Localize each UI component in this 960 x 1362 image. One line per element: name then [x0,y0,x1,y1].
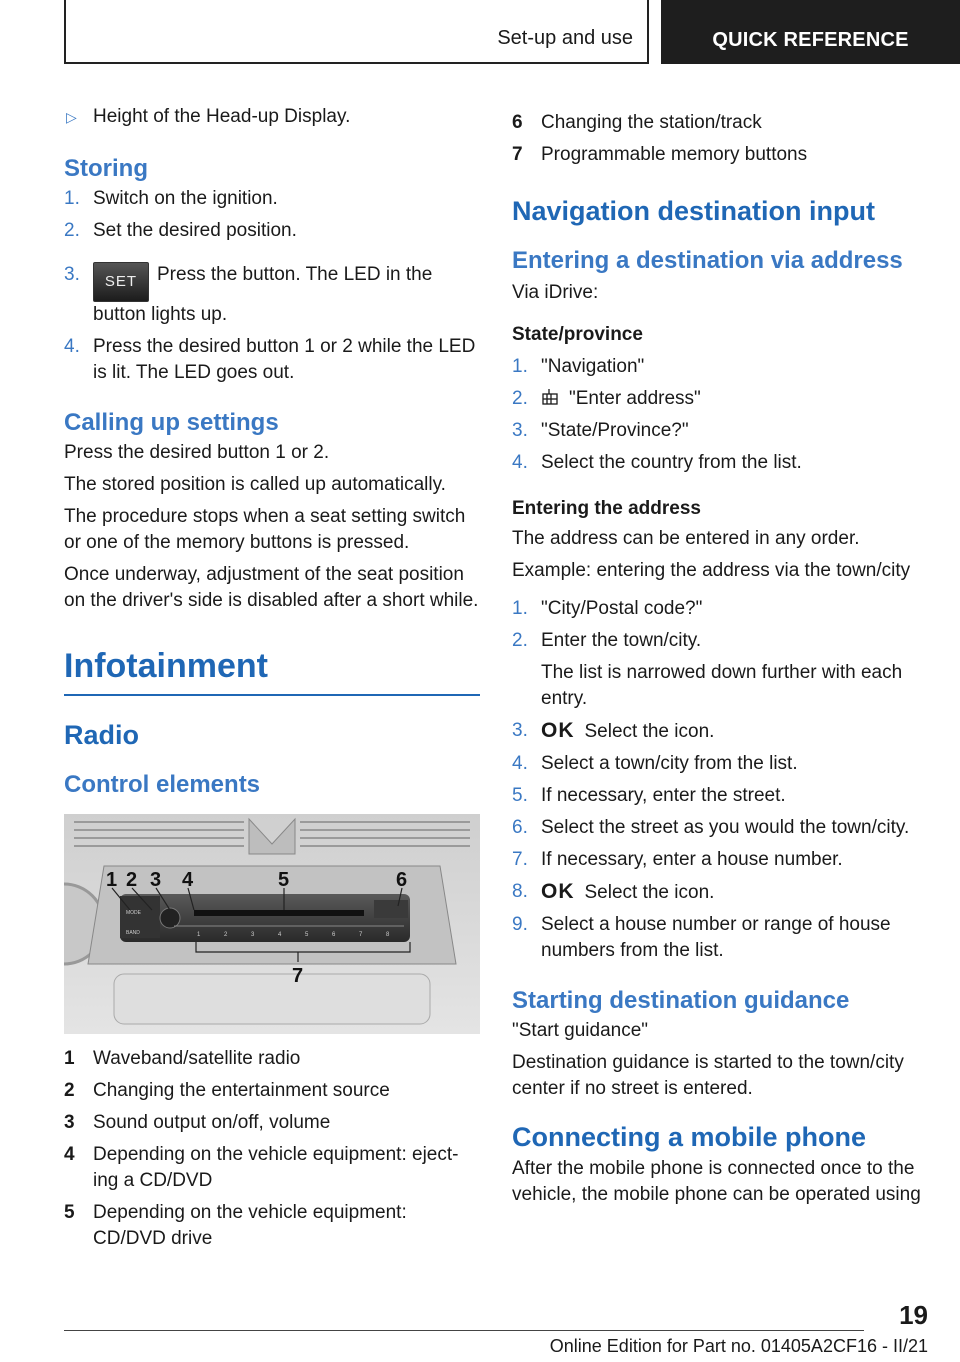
left-column [64,100,480,1252]
header-section-box [64,0,649,64]
heading-navigation-destination-input: Navigation destination input [512,196,875,226]
callout-4: 4 [182,869,194,891]
address-book-icon [541,388,559,406]
preset-1: 1 [197,932,201,938]
preset-6: 6 [332,932,336,938]
callout-3: 3 [150,869,162,891]
step-note: The list is narrowed down further with each entry. [541,662,903,709]
preset-5: 5 [305,932,309,938]
heading-storing: Storing [64,155,148,182]
storing-steps [64,186,480,386]
state-steps [512,354,932,476]
paragraph: Destination guidance is started to the town/city center if no street is entered. [512,1052,904,1099]
list-item: 6. Select the street as you would the town/city. [512,817,910,838]
footer-rule [64,1330,864,1331]
list-item: 4. Select the country from the list. [512,452,802,473]
list-item: 7. If necessary, enter a house number. [512,849,843,870]
bullet-item: ▷ Height of the Head-up Display. [64,104,480,130]
heading-calling-up-settings: Calling up settings [64,409,279,436]
mode-label: MODE [126,910,141,916]
heading-entering-the-address: Entering the address [512,498,701,519]
list-item: 5. If necessary, enter the street. [512,785,786,806]
list-item: 3. OK Select the icon. [512,719,715,742]
list-item: 2. "Enter address" [512,388,701,409]
callout-1: 1 [106,869,118,891]
header-tab-label: QUICK REFERENCE [712,29,909,51]
right-column [512,110,932,1208]
list-item: 1 Waveband/satellite radio [64,1048,301,1069]
footer-edition: Online Edition for Part no. 01405A2CF16 - II/21 [549,1336,928,1356]
heading-starting-destination-guidance: Starting destination guidance [512,987,850,1014]
ok-icon: OK [541,880,575,903]
callout-5: 5 [278,869,290,891]
preset-4: 4 [278,932,282,938]
band-label: BAND [126,930,140,936]
list-item: 4. Press the desired button 1 or 2 while the LED is lit. The LED goes out. [64,336,476,383]
list-item: 1. Switch on the ignition. [64,188,278,209]
paragraph: The stored position is called up automatically. [64,474,446,495]
paragraph: After the mobile phone is connected once to the vehicle, the mobile phone can be operated using [512,1158,921,1205]
heading-infotainment: Infotainment [64,647,268,685]
paragraph: Via iDrive: [512,282,599,303]
list-item: 3 Sound output on/off, volume [64,1112,331,1133]
heading-connecting-mobile-phone: Connecting a mobile phone [512,1122,867,1152]
callout-2: 2 [126,869,138,891]
list-item: 3. SET Press the button. The LED in the button lights up. [64,264,433,325]
callout-7: 7 [292,965,304,987]
heading-control-elements: Control elements [64,771,261,798]
header-tab-quick-reference[interactable] [661,0,960,64]
control-elements-list [64,1046,480,1252]
paragraph: Press the desired button 1 or 2. [64,442,330,463]
preset-7: 7 [359,932,363,938]
list-item: 1. "City/Postal code?" [512,598,703,619]
list-item: 5 Depending on the vehicle equipment: CD/DVD drive [64,1202,407,1249]
heading-radio: Radio [64,720,140,750]
heading-state-province: State/province [512,324,643,345]
list-item: 1. "Navigation" [512,356,645,377]
list-item: 4. Select a town/city from the list. [512,753,798,774]
list-item: 2. Enter the town/city. The list is narrowed down further with each entry. [512,628,932,712]
address-steps [512,596,932,964]
list-item: 7 Programmable memory buttons [512,144,808,165]
radio-control-figure [64,814,480,1034]
preset-3: 3 [251,932,255,938]
paragraph: The procedure stops when a seat setting switch or one of the memory buttons is pressed. [64,506,466,553]
list-item: 4 Depending on the vehicle equipment: eject-ing a CD/DVD [64,1144,459,1191]
page-number: 19 [899,1300,928,1330]
list-item: 2 Changing the entertainment source [64,1080,390,1101]
preset-2: 2 [224,932,228,938]
list-item: 9. Select a house number or range of house numbers from the list. [512,914,891,961]
heading-entering-destination-address: Entering a destination via address [512,247,903,274]
paragraph: The address can be entered in any order. [512,528,860,549]
list-item: 2. Set the desired position. [64,220,297,241]
list-item: 8. OK Select the icon. [512,880,715,903]
preset-8: 8 [386,932,390,938]
section-rule [64,694,480,696]
list-item: 6 Changing the station/track [512,112,762,133]
paragraph: Once underway, adjustment of the seat position on the driver's side is disabled after a short while. [64,564,479,611]
ok-icon: OK [541,719,575,742]
paragraph: "Start guidance" [512,1020,649,1041]
header-section-title: Set-up and use [497,27,633,49]
radio-illustration [64,814,480,1034]
triangle-bullet-icon: ▷ [66,109,77,125]
callout-6: 6 [396,869,408,891]
list-item: 3. "State/Province?" [512,420,689,441]
paragraph: Example: entering the address via the town/city [512,560,911,581]
set-button-icon: SET [93,262,149,302]
